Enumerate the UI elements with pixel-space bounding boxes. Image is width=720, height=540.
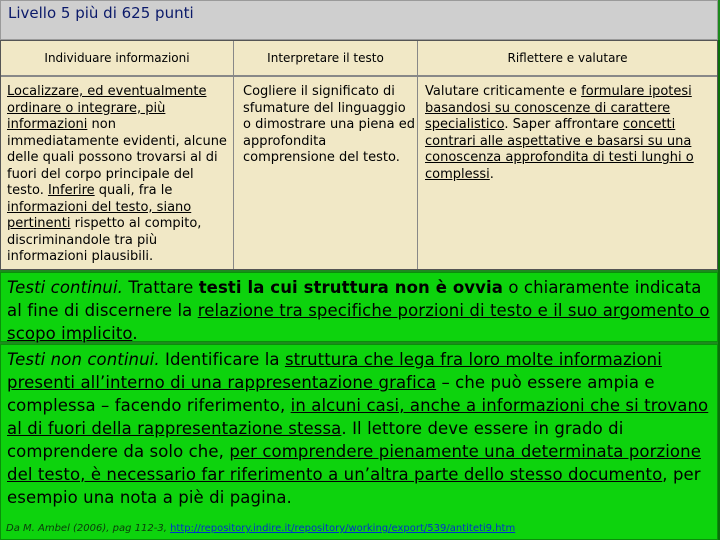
cell-riflettere: Valutare criticamente e formulare ipotesi basandosi su conoscenze di carattere specialistico. Saper affrontare concetti contrari alle aspettative e basarsi su una conoscenza approfondita di testi lunghi o complessi. [425,84,694,182]
underlined-phrase: concetti contrari alle aspettative e basarsi su una conoscenza approfondita di testi lunghi o complessi [425,117,694,182]
underlined-phrase: relazione tra specifiche porzioni di testo e il suo argomento o scopo implicito [7,301,710,343]
level-title: Livello 5 più di 625 punti [8,4,194,22]
column-header-interpretare: Interpretare il testo [267,51,384,65]
section-lead: Testi non continui. [7,350,160,369]
underlined-phrase: Inferire [47,183,95,198]
column-header-riflettere: Riflettere e valutare [507,51,628,65]
header-divider [1,75,717,77]
underlined-phrase: per comprendere pienamente una determinata porzione del testo, è necessario far riferimento a un’altra parte dello stesso documento [7,442,701,484]
level-header [0,0,718,40]
source-link[interactable]: http://repository.indire.it/repository/working/export/539/antiteti9.htm [170,523,516,534]
underlined-phrase: in alcuni casi, anche a informazioni che si trovano al di fuori della rappresentazione stessa [7,396,709,438]
bold-phrase: testi la cui struttura non è ovvia [198,278,504,297]
cell-interpretare: Cogliere il significato di sfumature del linguaggio o dimostrare una piena ed approfondita comprensione del testo. [243,84,415,165]
column-header-individuare: Individuare informazioni [44,51,190,65]
continuous-texts-box: Testi continui. Trattare testi la cui struttura non è ovvia o chiaramente indicata al fine di discernere la relazione tra specifiche porzioni di testo e il suo argomento o scopo implicito. [0,272,718,342]
underlined-phrase: struttura che lega fra loro molte informazioni presenti all’interno di una rappresentazione grafica [7,350,662,392]
column-divider [417,41,418,269]
underlined-phrase: formulare ipotesi basandosi su conoscenze di carattere specialistico [425,84,692,132]
competency-table [0,40,718,270]
section-lead: Testi continui. [7,278,124,297]
column-divider [233,41,234,269]
source-citation: Da M. Ambel (2006), pag 112-3, http://repository.indire.it/repository/working/export/539/antiteti9.htm [6,523,516,534]
underlined-phrase: informazioni del testo, siano pertinenti [7,199,192,231]
cell-individuare: Localizzare, ed eventualmente ordinare o integrare, più informazioni non immediatamente evidenti, alcune delle quali possono trovarsi al di fuori del corpo principale del testo. Inferire quali, fra le informazioni del testo, siano pertinenti rispetto al compito, discriminandole tra più informazioni plausibili. [7,84,227,264]
underlined-phrase: Localizzare, ed eventualmente ordinare o integrare, più informazioni [7,84,207,132]
non-continuous-texts-box: Testi non continui. Identificare la struttura che lega fra loro molte informazioni presenti all’interno di una rappresentazione grafica – che può essere ampia e complessa – facendo riferimento, in alcuni casi, anche a informazioni che si trovano al di fuori della rappresentazione stessa. Il lettore deve essere in grado di comprendere da solo che, per comprendere pienamente una determinata porzione del testo, è necessario far riferimento a un’altra parte dello stesso documento, per esempio una nota a piè di pagina. [0,344,718,540]
